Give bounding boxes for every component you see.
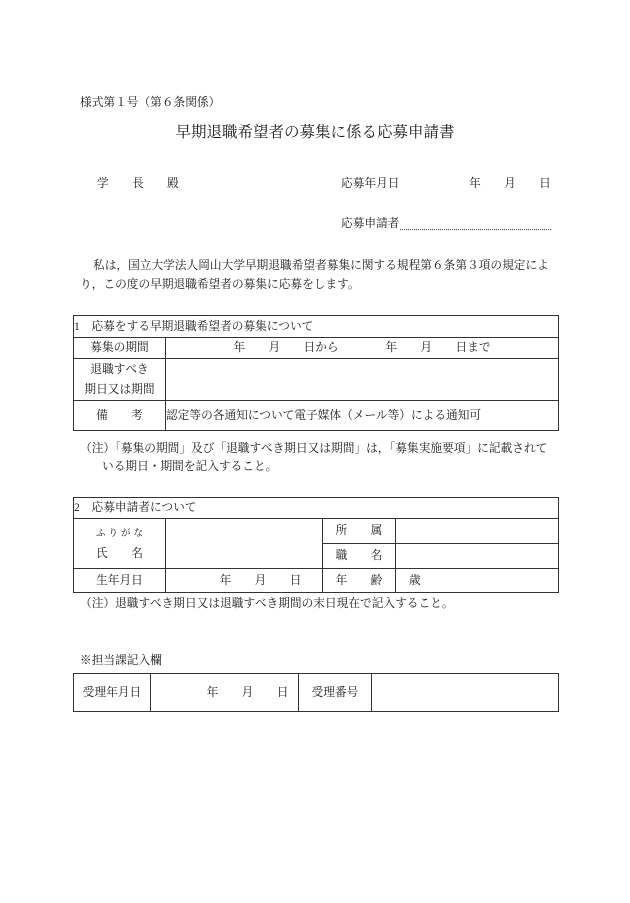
section1-heading: 1 応募をする早期退職希望者の募集について — [74, 316, 559, 338]
name-label-cell — [74, 519, 166, 569]
statement-line-1: 私は，国立大学法人岡山大学早期退職希望者募集に関する規程第６条第３項の規定によ — [93, 259, 549, 272]
recruitment-period-value: 年 月 日から 年 月 日まで — [166, 338, 559, 359]
form-number: 様式第１号（第６条関係） — [80, 96, 221, 109]
note1-line-1: （注）「募集の期間」及び「退職すべき期日又は期間」は，「募集実施要項」に記載されて — [80, 442, 548, 455]
remarks-value: 認定等の各通知について電子媒体（メール等）による通知可 — [166, 401, 559, 431]
age-label: 年 齢 — [323, 569, 396, 593]
job-title-value — [396, 544, 559, 569]
application-date-value: 年 月 日 — [469, 177, 551, 190]
remarks-label: 備 考 — [74, 401, 166, 431]
applicant-signature-line — [400, 229, 551, 230]
recruitment-period-row — [74, 338, 559, 359]
age-value: 歳 — [396, 569, 559, 593]
receipt-number-value — [372, 674, 559, 712]
retirement-date-value — [166, 359, 559, 401]
addressee: 学 長 殿 — [97, 177, 179, 190]
office-use-row — [74, 674, 559, 712]
remarks-row — [74, 401, 559, 431]
name-label: 氏 名 — [96, 546, 143, 560]
job-title-label: 職 名 — [323, 544, 396, 569]
name-value — [166, 519, 323, 569]
receipt-date-value: 年 月 日 — [151, 674, 299, 712]
office-use-table — [73, 673, 559, 712]
document-title: 早期退職希望者の募集に係る応募申請書 — [175, 124, 455, 141]
retirement-date-label-line-1: 退職すべき — [90, 362, 149, 376]
recruitment-table — [73, 315, 559, 431]
birth-date-value: 年 月 日 — [166, 569, 323, 593]
applicant-row-affiliation — [74, 519, 559, 544]
receipt-date-label: 受理年月日 — [74, 674, 151, 712]
note1-line-2: いる期日・期間を記入すること。 — [102, 460, 278, 473]
section2-heading: 2 応募申請者について — [74, 498, 559, 519]
affiliation-value — [396, 519, 559, 544]
applicant-row-birth-age — [74, 569, 559, 593]
statement-line-2: り，この度の早期退職希望者の募集に応募をします。 — [80, 278, 360, 291]
affiliation-label: 所 属 — [323, 519, 396, 544]
application-date-label: 応募年月日 — [341, 177, 400, 190]
receipt-number-label: 受理番号 — [299, 674, 372, 712]
applicant-heading-row — [74, 498, 559, 519]
office-use-heading: ※担当課記入欄 — [80, 654, 162, 667]
applicant-table — [73, 497, 559, 593]
retirement-date-label-line-2: 期日又は期間 — [84, 382, 155, 396]
birth-date-label: 生年月日 — [74, 569, 166, 593]
retirement-date-label — [74, 359, 166, 401]
recruitment-heading-row — [74, 316, 559, 338]
furigana-label: ふりがな — [96, 528, 143, 539]
note2: （注）退職すべき期日又は退職すべき期間の末日現在で記入すること。 — [80, 597, 454, 610]
retirement-date-row — [74, 359, 559, 401]
applicant-label: 応募申請者 — [341, 217, 400, 230]
recruitment-period-label: 募集の期間 — [74, 338, 166, 359]
